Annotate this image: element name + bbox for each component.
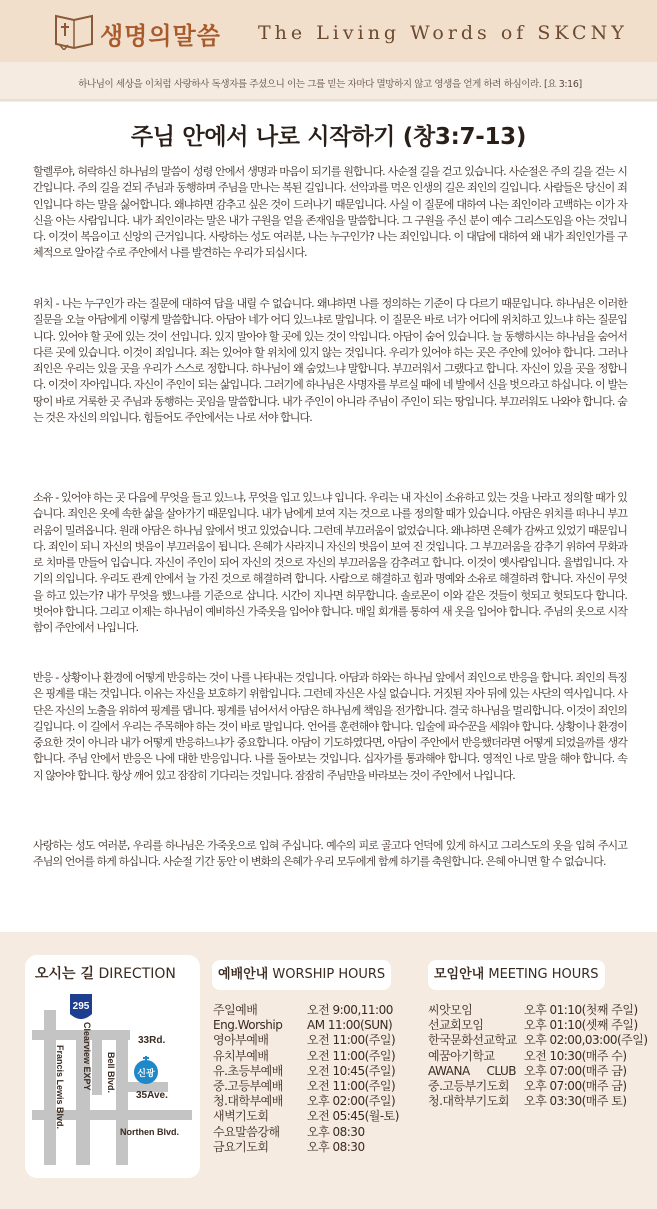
worship-event-time: 오전 11:00(주일) xyxy=(307,1033,396,1048)
header-banner xyxy=(0,0,657,62)
meeting-row xyxy=(428,1094,648,1109)
article-title: 주님 안에서 나로 시작하기 (창3:7-13) xyxy=(130,124,527,150)
church-marker-label: 신광 xyxy=(137,1069,155,1079)
worship-row xyxy=(213,1033,399,1048)
worship-event-time: 오후 08:30 xyxy=(307,1139,365,1154)
worship-event-name: 새벽기도회 xyxy=(213,1109,269,1124)
worship-row xyxy=(213,1125,399,1140)
divider xyxy=(0,99,657,101)
worship-event-name: 유치부예배 xyxy=(213,1048,269,1063)
worship-title-kr: 예배안내 xyxy=(218,967,269,982)
meeting-row xyxy=(428,1033,648,1048)
meeting-event-name: 청.대학부기도회 xyxy=(428,1094,509,1109)
article-paragraph-2: 위치 - 나는 누구인가 라는 질문에 대하여 답을 내릴 수 없습니다. 왜냐하면 나를 정의하는 기준이 다 다르기 때문입니다. 하나님은 이러한 질문을 오늘 아담에게 이렇게 말씀합니다. 아담아 네가 어디 있느냐로 말입니다. 이 질문은 바로 너가 어디에 위치하고 있느냐 하는 질문입니다. 있어야 할 곳에 있는 것이 선입니다. 있지 말아야 할 곳에 있는 것이 악입니다. 아담이 숨어 있습니다. 늘 동행하시는 하나님을 숨어서 다른 곳에 있습니다. 이것이 죄입니다. 죄는 있어야 할 위치에 있지 않는 것입니다. 우리가 있어야 하는 곳은 주안에 있어야 합니다. 그러나 죄인은 우리는 있을 곳을 우리가 스스로 정합니다. 하나님이 왜 숨었느냐 말합니다. 부끄러워서 그랬다고 합니다. 자신이 있을 곳을 정합니다. 이것이 자아입니다. 자신이 주인이 되는 삶입니다. 그러기에 하나님은 사명자를 부르실 때에 네 발에서 신을 벗으라고 하십니다. 이 발는 땅이 바로 거룩한 곳 주님과 동행하는 곳임을 말씀합니다. 내가 주인이 아니라 주님이 주인이 되는 땅입니다. 부끄러워도 나와야 합니다. 숨는 것은 자신의 의입니다. 힘들어도 주안에서는 나로 서야 합니다. xyxy=(33,297,627,425)
header-verse: 하나님이 세상을 이처럼 사랑하사 독생자를 주셨으니 이는 그를 믿는 자마다 멸망하지 않고 영생을 얻게 하려 하심이라. [요 3:16] xyxy=(78,79,582,90)
worship-event-time: 오전 11:00(주일) xyxy=(307,1048,396,1063)
meeting-event-time: 오후 07:00(매주 금) xyxy=(524,1079,627,1094)
worship-row xyxy=(213,1049,399,1064)
bible-book-icon xyxy=(52,10,96,50)
meeting-event-time: 오후 02:00,03:00(주일) xyxy=(524,1033,648,1048)
direction-heading xyxy=(35,963,176,983)
worship-event-time: 오전 05:45(월-토) xyxy=(307,1109,399,1124)
worship-event-name: 주일예배 xyxy=(213,1003,258,1017)
article-paragraph-3: 소유 - 있어야 하는 곳 다음에 무엇을 들고 있느냐, 무엇을 입고 있느냐 입니다. 우리는 내 자신이 소유하고 있는 것을 나라고 정의할 때가 있습니다. 죄인은 옷에 속한 삶을 살아가기 때문입니다. 내가 남에게 보여 지는 것으로 나를 정의할 때가 있습니다. 아담은 위치를 떠나니 부끄러움이 밀려옵니다. 원래 아담은 하나님 앞에서 벗고 있었습니다. 그런데 부끄러움이 없었습니다. 왜냐하면 은혜가 감싸고 있었기 때문입니다. 죄인이 되니 자신의 벗음이 부끄러움이 됩니다. 은혜가 사라지니 자신의 벗음이 보여 진 것입니다. 그 부끄러움을 감추기 위하여 무화과로 치마를 만들어 입습니다. 자신이 주인이 되어 자신의 것으로 자신의 부끄러움을 감추려고 합니다. 이것이 옛사람입니다. 율법입니다. 자기의 의입니다. 우리도 관계 안에서 늘 가진 것으로 해결하려 합니다. 사람으로 해결하고 힘과 명예와 소유로 해결하려 합니다. 자신이 무엇을 하고 있는가? 내가 무엇을 했느냐를 기준으로 삽니다. 시간이 지나면 허무합니다. 솔로몬이 이와 같은 것들이 헛되고 헛되도다 합니다. 벗어야 합니다. 그리고 이제는 하나님이 예비하신 가죽옷을 입어야 합니다. 매일 회개를 통하여 새 옷을 입어야 합니다. 주님의 옷으로 시작함이 주안에서 나입니다. xyxy=(33,491,627,635)
logo-korean-title: 생명의말씀 xyxy=(100,22,221,50)
worship-title-en: WORSHIP HOURS xyxy=(272,967,386,982)
worship-row xyxy=(213,1094,399,1109)
meeting-row xyxy=(428,1018,648,1033)
worship-event-name: 청.대학부예배 xyxy=(213,1094,283,1109)
road-connector xyxy=(32,1030,90,1040)
meeting-event-name: 한국문화선교학교 xyxy=(428,1033,517,1048)
worship-schedule xyxy=(213,1003,399,1155)
logo-english-title: The Living Words of SKCNY xyxy=(258,22,628,44)
meeting-event-name: 씨앗모임 xyxy=(428,1003,473,1017)
meeting-event-time: 오후 01:10(첫째 주일) xyxy=(524,1003,638,1017)
meeting-event-time: 오후 03:30(매주 토) xyxy=(524,1094,627,1109)
worship-row xyxy=(213,1003,399,1018)
worship-event-name: 유.초등부예배 xyxy=(213,1063,283,1078)
worship-row xyxy=(213,1064,399,1079)
worship-row xyxy=(213,1140,399,1155)
worship-event-time: 오전 9:00,11:00 xyxy=(307,1003,393,1017)
worship-event-time: 오전 10:45(주일) xyxy=(307,1063,396,1078)
meeting-event-time: 오후 01:10(셋째 주일) xyxy=(524,1018,638,1033)
road-bell xyxy=(116,1030,128,1165)
meeting-title-en: MEETING HOURS xyxy=(488,967,599,982)
worship-event-name: 중.고등부예배 xyxy=(213,1079,283,1094)
meeting-event-name: 중.고등부기도회 xyxy=(428,1079,509,1094)
worship-event-time: 오후 08:30 xyxy=(307,1124,365,1139)
meeting-event-name: 예꿈아기학교 xyxy=(428,1048,495,1063)
meeting-row xyxy=(428,1064,648,1079)
direction-title-en: DIRECTION xyxy=(98,966,176,982)
meeting-row xyxy=(428,1049,648,1064)
worship-event-name: 영아부예배 xyxy=(213,1033,269,1048)
road-label-northern: Northen Blvd. xyxy=(120,1127,180,1137)
worship-event-name: 금요기도회 xyxy=(213,1139,269,1154)
meeting-title-kr: 모임안내 xyxy=(434,967,485,982)
road-label-295: 295 xyxy=(72,1001,90,1012)
road-label-35ave: 35Ave. xyxy=(136,1090,168,1101)
road-label-33rd: 33Rd. xyxy=(138,1035,166,1046)
meeting-row xyxy=(428,1003,648,1018)
worship-row xyxy=(213,1109,399,1124)
worship-event-time: 오후 02:00(주일) xyxy=(307,1094,396,1109)
meeting-event-name: 선교회모임 xyxy=(428,1018,484,1033)
meeting-hours-heading xyxy=(428,960,605,990)
worship-row xyxy=(213,1079,399,1094)
meeting-event-name: AWANA CLUB xyxy=(428,1063,516,1078)
worship-event-time: AM 11:00(SUN) xyxy=(307,1018,393,1033)
road-label-bell: Bell Blvd. xyxy=(106,1052,116,1094)
worship-hours-heading xyxy=(212,960,391,990)
meeting-row xyxy=(428,1079,648,1094)
worship-event-name: Eng.Worship xyxy=(213,1018,283,1033)
meeting-event-time: 오후 07:00(매주 금) xyxy=(524,1063,627,1078)
article-paragraph-1: 할렐루야, 허락하신 하나님의 말씀이 성령 안에서 생명과 마음이 되기를 원합니다. 사순절 길을 걷고 있습니다. 사순절은 주의 길을 걷는 시간입니다. 주의 길을 걷되 주님과 동행하며 주님을 만나는 복된 길입니다. 선악과를 먹은 인생의 길은 죄인의 길입니다. 사람들은 당신이 죄인입니다 하는 말을 싫어합니다. 왜냐하면 감추고 싶은 것이 드러나기 때문입니다. 사실 이 질문에 대하여 나는 죄인이라 고백하는 이가 자신을 아는 사람입니다. 내가 죄인이라는 말은 내가 구원을 얻을 존재임을 말씀합니다. 그 구원을 주신 분이 예수 그리스도임을 아는 것입니다. 이것이 복음이고 신앙의 근거입니다. 사랑하는 성도 여러분, 나는 누구인가? 나는 죄인입니다. 이 대답에 대하여 왜 내가 죄인인가를 구체적으로 알아갈 수로 주안에서 나를 발견하는 우리가 되십시다. xyxy=(33,165,627,260)
direction-map xyxy=(32,990,192,1170)
worship-event-name: 수요말씀강해 xyxy=(213,1124,280,1139)
worship-event-time: 오전 11:00(주일) xyxy=(307,1079,396,1094)
article-paragraph-5: 사랑하는 성도 여러분, 우리를 하나님은 가죽옷으로 입혀 주십니다. 예수의 피로 골고다 언덕에 있게 하시고 그리스도의 옷을 입혀 주시고 주님의 언어를 하게 하십니다. 사순절 기간 동안 이 변화의 은혜가 우리 모두에게 함께 하기를 축원합니다. 은혜 아니면 할 수 없습니다. xyxy=(33,839,627,869)
article-paragraph-4: 반응 - 상황이나 환경에 어떻게 반응하는 것이 나를 나타내는 것입니다. 아담과 하와는 하나님 앞에서 죄인으로 반응을 합니다. 죄인의 특징은 핑계를 대는 것입니다. 이유는 자신을 보호하기 위함입니다. 그런데 자신은 사실 없습니다. 거짓된 자아 뒤에 있는 사단의 역사입니다. 사단은 자신의 노출을 위하여 핑계를 댑니다. 핑계를 넘어서서 아담은 하나님께 책임을 전가합니다. 결국 하나님을 멀리합니다. 이것이 죄인의 길입니다. 이 길에서 우리는 주목해야 하는 것이 바로 말입니다. 언어를 훈련해야 합니다. 입술에 파수꾼을 세워야 합니다. 상황이나 환경이 중요한 것이 아니라 내가 어떻게 반응하느냐가 중요합니다. 아담이 기도하였다면, 아담이 주안에서 반응했더라면 어떻게 되었을까를 생각합니다. 주님 안에서 반응은 나에 대한 반응입니다. 나를 돌아보는 것입니다. 십자가를 통과해야 합니다. 영적인 나로 말을 해야 합니다. 속지 않아야 합니다. 항상 깨어 있고 잠잠히 기다리는 것입니다. 잠잠히 주님만을 바라보는 것이 주안에서 나입니다. xyxy=(33,671,627,782)
meeting-event-time: 오전 10:30(매주 수) xyxy=(524,1048,627,1063)
worship-row xyxy=(213,1018,399,1033)
road-label-clearview: Clearview EXPY xyxy=(82,1022,92,1091)
road-label-francis: Francis Lewis Blvd. xyxy=(55,1045,65,1130)
direction-title-kr: 오시는 길 xyxy=(35,966,94,982)
meeting-schedule xyxy=(428,1003,648,1109)
